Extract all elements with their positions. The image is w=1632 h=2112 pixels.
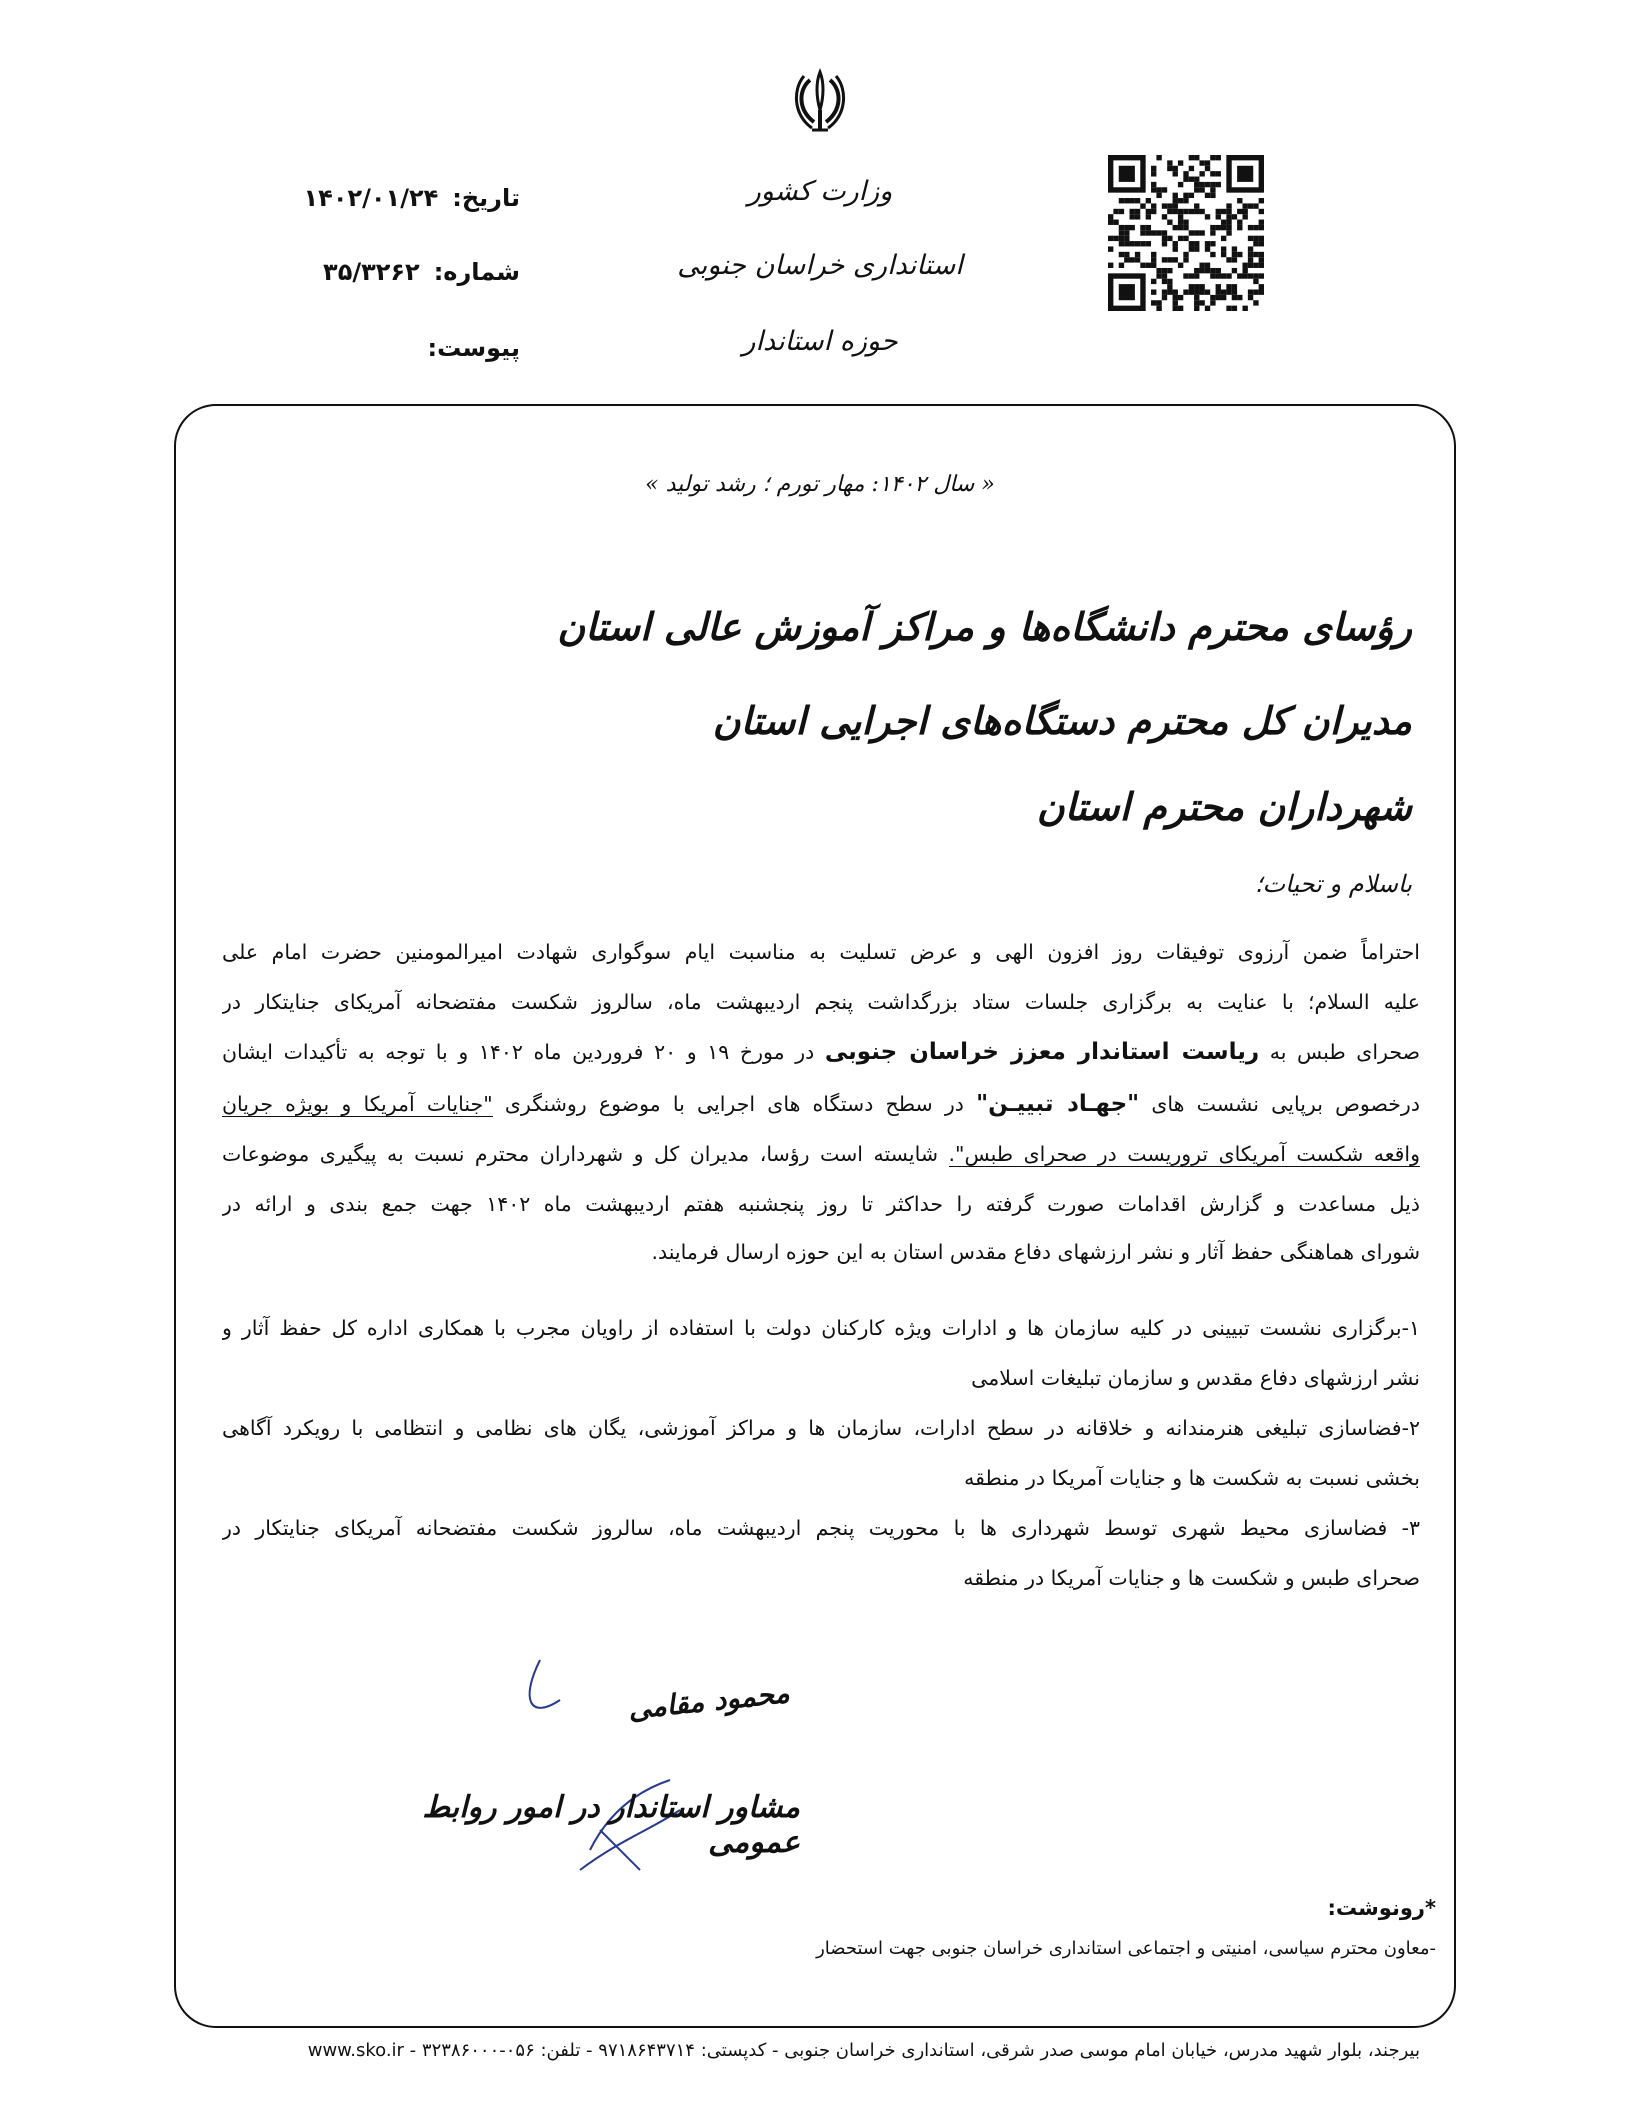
item-1-line-1: ۱-برگزاری نشست تبیینی در کلیه سازمان ها و ادارات ویژه کارکنان دولت با استفاده از راویان مجرب با همکاری اداره کل حفظ آثار و bbox=[222, 1316, 1420, 1340]
body-text: در مورخ ۱۹ و ۲۰ فروردین ماه ۱۴۰۲ و با توجه به تأکیدات ایشان bbox=[222, 1040, 815, 1064]
body-line-2: علیه السلام؛ با عنایت به برگزاری جلسات ستاد بزرگداشت پنجم اردیبهشت ماه، سالروز شکست مفتضحانه آمریکای جنایتکار در bbox=[222, 990, 1420, 1014]
ministry-name: وزارت کشور bbox=[747, 176, 893, 207]
item-2-line-1: ۲-فضاسازی تبلیغی هنرمندانه و خلاقانه در سطح ادارات، سازمان ها و مراکز آموزشی، یگان های نظامی و انتظامی با رویکرد آگاهی bbox=[222, 1416, 1420, 1440]
date-value: ۱۴۰۲/۰۱/۲۴ bbox=[303, 184, 439, 212]
iran-emblem-icon bbox=[790, 66, 850, 136]
office-name: حوزه استاندار bbox=[742, 326, 898, 357]
item-1-line-2: نشر ارزشهای دفاع مقدس و سازمان تبلیغات اسلامی bbox=[971, 1366, 1420, 1390]
greeting: باسلام و تحیات؛ bbox=[1254, 870, 1412, 898]
signatory-name: محمود مقامی bbox=[626, 1676, 792, 1726]
body-text: صحرای طبس به bbox=[1269, 1040, 1420, 1064]
addressee-universities: رؤسای محترم دانشگاه‌ها و مراکز آموزش عالی استان bbox=[557, 604, 1412, 649]
body-line-3 bbox=[222, 1030, 1420, 1074]
number-label: شماره: bbox=[433, 258, 520, 286]
number-row bbox=[290, 258, 520, 298]
signatory-title: مشاور استاندار در امور روابط عمومی bbox=[422, 1790, 800, 1860]
body-text: در سطح دستگاه های اجرایی با موضوع روشنگری bbox=[504, 1092, 964, 1116]
addressee-mayors: شهرداران محترم استان bbox=[1036, 784, 1412, 829]
body-line-5 bbox=[222, 1132, 1420, 1176]
topic-underlined: "جنایات آمریکا و بویژه جریان bbox=[222, 1092, 493, 1116]
governor-title: ریاست استاندار معزز خراسان جنوبی bbox=[824, 1039, 1260, 1065]
footer-address: بیرجند، بلوار شهید مدرس، خیابان امام موسی صدر شرقی، استانداری خراسان جنوبی - کدپستی: ۹۷۱۸۶۴۳۷۱۴ - تلفن: ۰۵۶-۳۲۳۸۶۰۰۰ - www.sko.ir bbox=[307, 2040, 1420, 2061]
body-line-6: ذیل مساعدت و گزارش اقدامات صورت گرفته را حداکثر تا روز پنجشنبه هفتم اردیبهشت ماه ۱۴۰۲ جهت جمع بندی و ارائه در bbox=[222, 1192, 1420, 1216]
cc-title: *رونوشت: bbox=[1327, 1896, 1436, 1920]
body-text: درخصوص برپایی نشست های bbox=[1151, 1092, 1420, 1116]
item-3-line-1: ۳- فضاسازی محیط شهری توسط شهرداری ها با محوریت پنجم اردیبهشت ماه، سالروز شکست مفتضحانه آمریکای جنایتکار در bbox=[222, 1516, 1420, 1540]
province-name: استانداری خراسان جنوبی bbox=[677, 250, 963, 281]
body-line-4 bbox=[222, 1082, 1420, 1126]
attachment-row bbox=[290, 334, 520, 374]
body-line-7: شورای هماهنگی حفظ آثار و نشر ارزشهای دفاع مقدس استان به این حوزه ارسال فرمایند. bbox=[651, 1240, 1420, 1264]
body-text: شایسته است رؤسا، مدیران کل و شهرداران محترم نسبت به پیگیری موضوعات bbox=[222, 1142, 939, 1166]
date-row bbox=[290, 184, 520, 224]
attachment-label: پیوست: bbox=[427, 334, 520, 362]
item-3-line-2: صحرای طبس و شکست ها و جنایات آمریکا در منطقه bbox=[963, 1566, 1420, 1590]
item-2-line-2: بخشی نسبت به شکست ها و جنایات آمریکا در منطقه bbox=[964, 1466, 1420, 1490]
qr-code-icon bbox=[1108, 155, 1264, 311]
jihad-tabyin: "جهـاد تبییـن" bbox=[976, 1091, 1140, 1117]
topic-underlined-cont: واقعه شکست آمریکای تروریست در صحرای طبس". bbox=[948, 1142, 1420, 1166]
body-line-1: احتراماً ضمن آرزوی توفیقات روز افزون الهی و عرض تسلیت به مناسبت ایام سوگواری شهادت امیرالمومنین حضرت امام علی bbox=[222, 940, 1420, 964]
addressee-directors: مدیران کل محترم دستگاه‌های اجرایی استان bbox=[712, 698, 1412, 743]
cc-item: -معاون محترم سیاسی، امنیتی و اجتماعی استانداری خراسان جنوبی جهت استحضار bbox=[816, 1938, 1436, 1959]
year-motto: « سال ۱۴۰۲: مهار تورم ؛ رشد تولید » bbox=[645, 472, 995, 497]
date-label: تاریخ: bbox=[452, 184, 520, 212]
number-value: ۳۵/۳۲۶۲ bbox=[323, 258, 420, 286]
